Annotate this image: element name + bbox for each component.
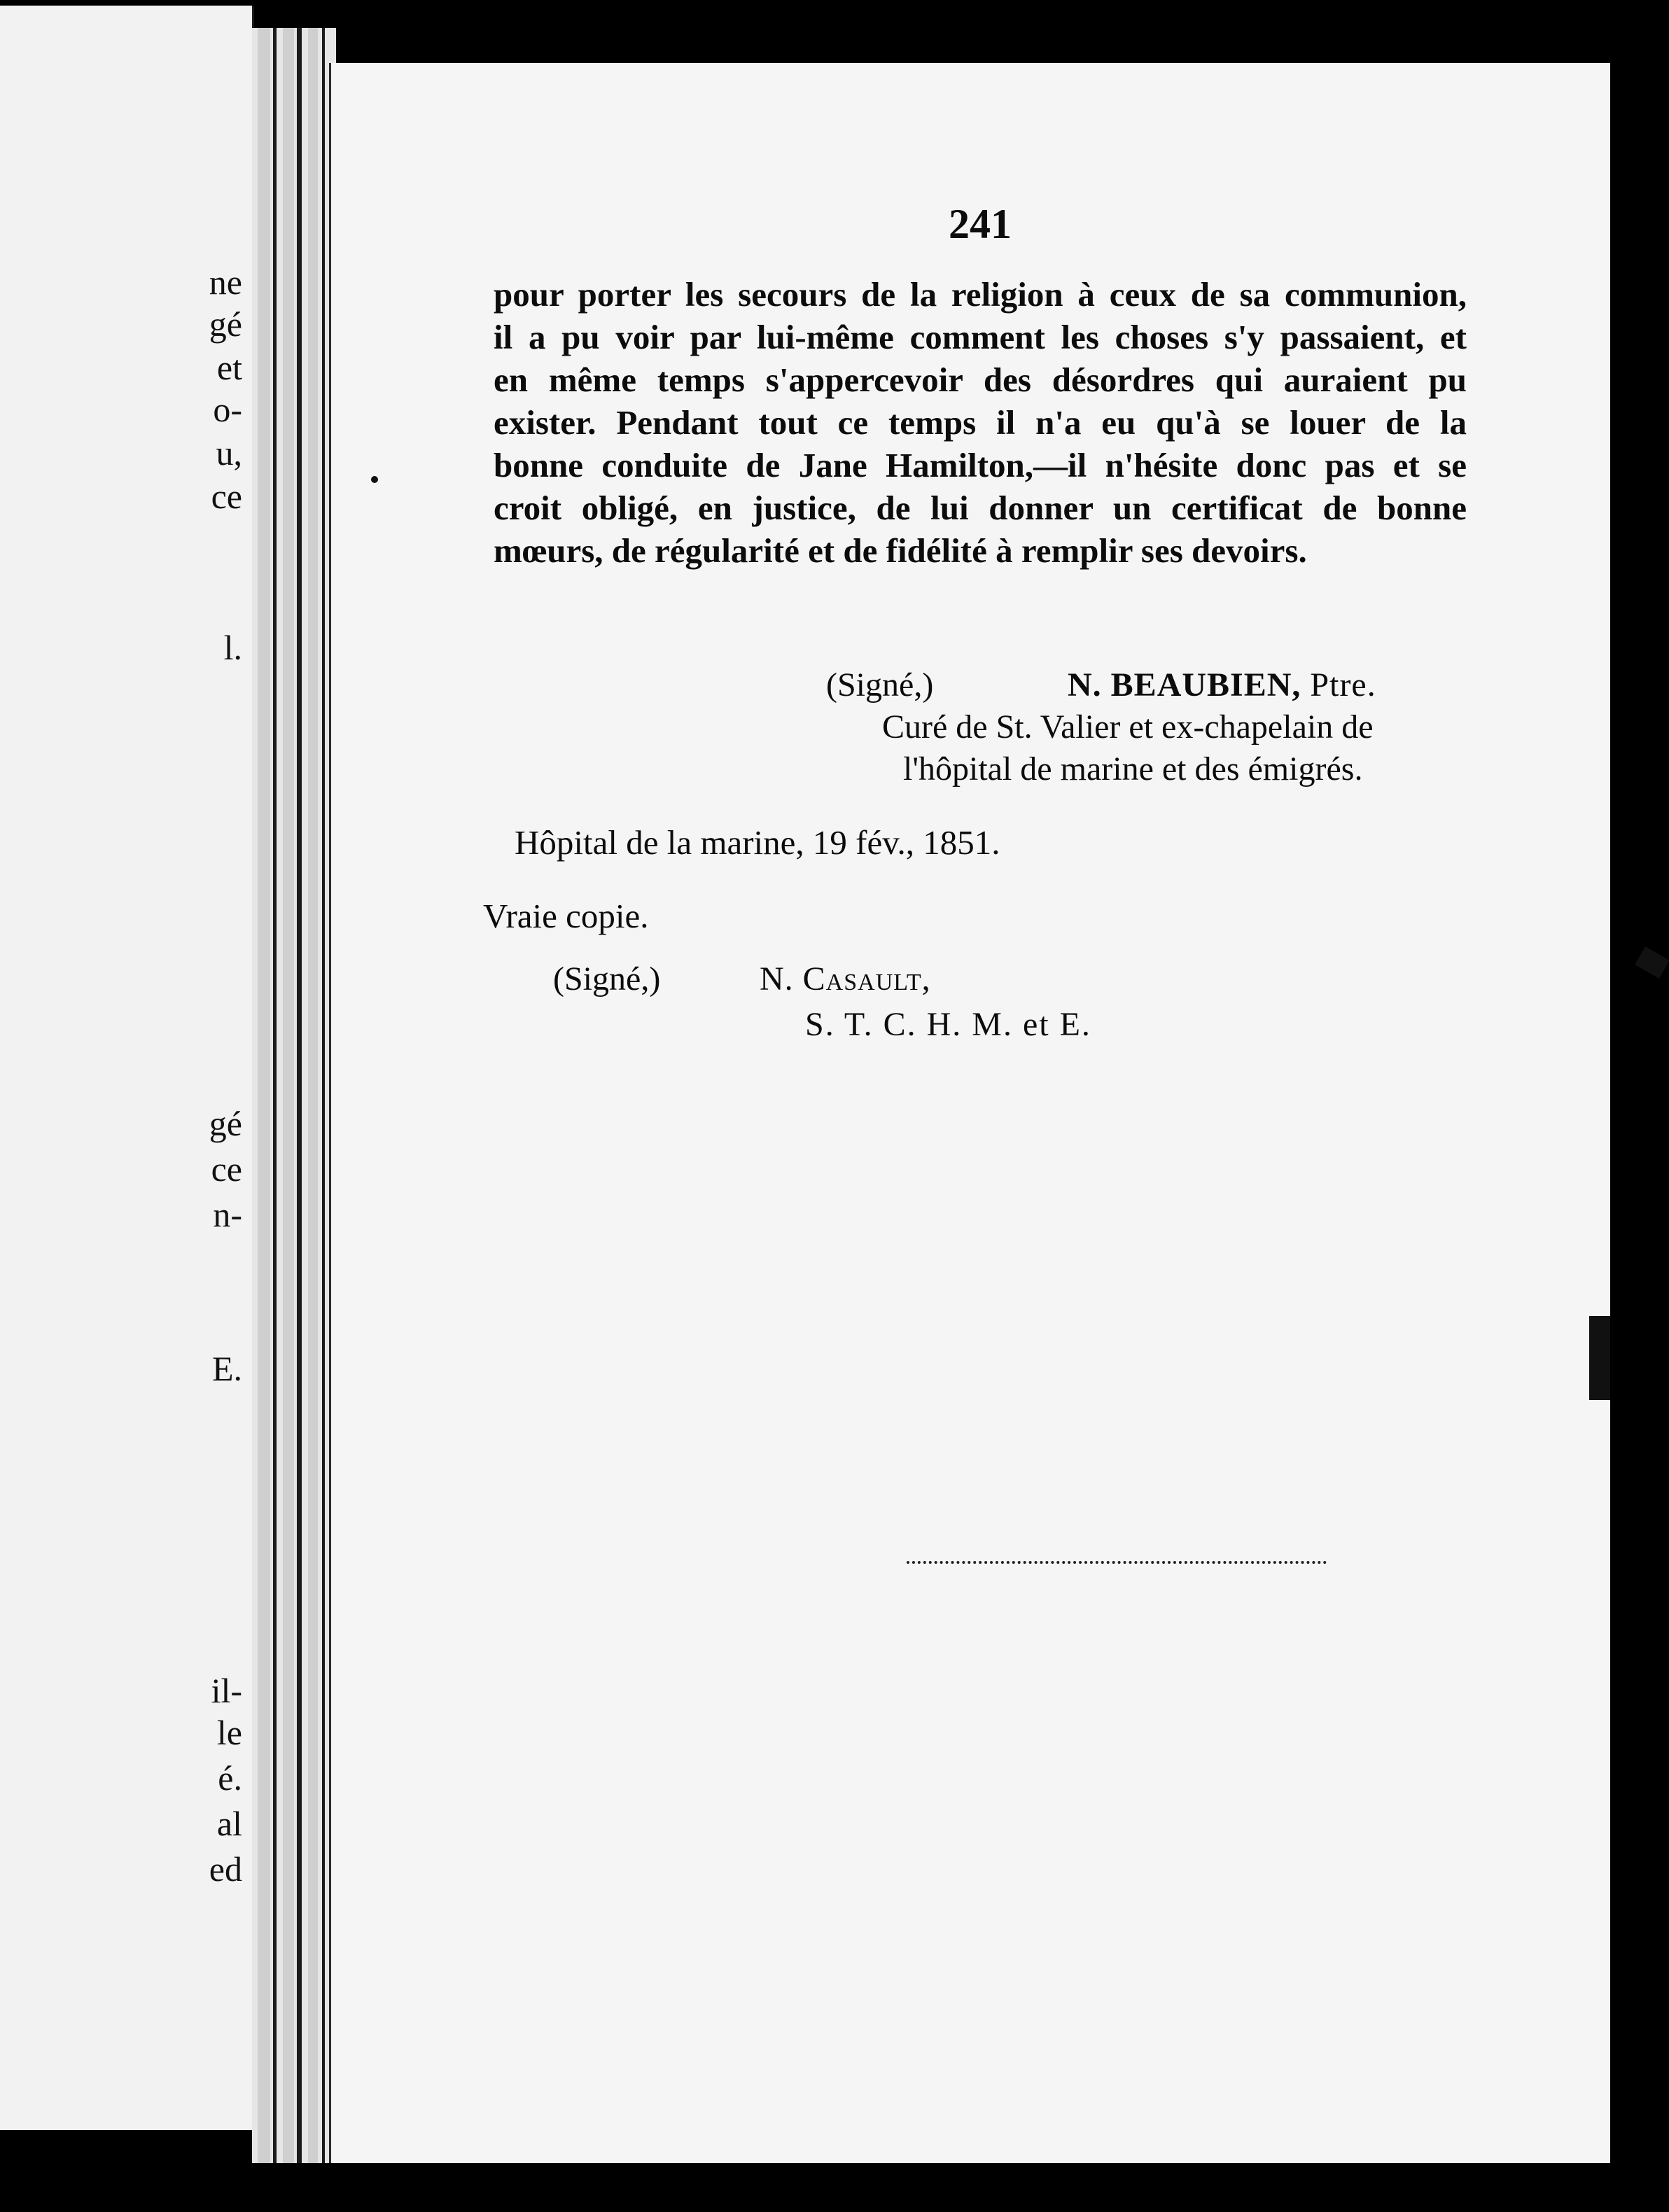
signatory-title: S. T. C. H. M. et E. bbox=[805, 1006, 1091, 1043]
previous-page-fragment: l. bbox=[223, 628, 242, 667]
page-edge-strip bbox=[308, 28, 318, 2163]
signatory-name bbox=[1068, 665, 1376, 706]
previous-page-fragment: é. bbox=[218, 1758, 242, 1798]
signatory-role-line: l'hôpital de marine et des émigrés. bbox=[903, 750, 1363, 788]
page-number: 241 bbox=[949, 201, 1012, 247]
signed-marker: (Signé,) bbox=[826, 666, 934, 704]
page-edge-strip bbox=[283, 28, 294, 2163]
previous-page-fragment: E. bbox=[211, 1349, 242, 1388]
previous-page-fragment: le bbox=[216, 1713, 242, 1752]
previous-page-fragment: gé bbox=[209, 304, 242, 344]
book-gutter bbox=[252, 28, 336, 2163]
previous-page-fragment: al bbox=[216, 1804, 242, 1843]
signed-marker: (Signé,) bbox=[553, 960, 661, 997]
previous-page-fragment: il- bbox=[211, 1671, 242, 1710]
previous-page bbox=[0, 6, 254, 2130]
page-edge-shadow bbox=[1589, 1316, 1610, 1400]
true-copy-note: Vraie copie. bbox=[483, 897, 649, 935]
previous-page-fragment: gé bbox=[209, 1104, 242, 1143]
signatory-name-text: N. BEAUBIEN, bbox=[1068, 666, 1301, 704]
signatory-suffix: Ptre. bbox=[1310, 666, 1376, 704]
scan-speck bbox=[371, 476, 378, 483]
previous-page-fragment: ce bbox=[211, 1149, 242, 1189]
page-edge-line bbox=[322, 28, 325, 2163]
previous-page-fragment: n- bbox=[213, 1195, 242, 1234]
paragraph-line: en même temps s'appercevoir des désordres qui auraient pu bbox=[494, 360, 1467, 399]
previous-page-fragment: u, bbox=[216, 433, 242, 472]
signatory-role-line: Curé de St. Valier et ex-chapelain de bbox=[882, 708, 1374, 746]
previous-page-fragment: ce bbox=[211, 477, 242, 516]
current-page bbox=[329, 63, 1610, 2163]
decorative-rule bbox=[907, 1561, 1327, 1569]
page-edge-line bbox=[273, 28, 277, 2163]
place-date-line: Hôpital de la marine, 19 fév., 1851. bbox=[515, 823, 1000, 862]
paragraph-line: bonne conduite de Jane Hamilton,—il n'hésite donc pas et se bbox=[494, 446, 1467, 484]
previous-page-fragment: ne bbox=[209, 262, 242, 302]
previous-page-fragment: o- bbox=[213, 390, 242, 429]
page-edge-line bbox=[297, 28, 302, 2163]
paragraph-line: croit obligé, en justice, de lui donner un certificat de bonne bbox=[494, 489, 1467, 527]
paragraph-line: pour porter les secours de la religion à ceux de sa communion, bbox=[494, 275, 1467, 314]
body-paragraph bbox=[494, 273, 1467, 572]
page-edge-strip bbox=[258, 28, 270, 2163]
previous-page-fragment: ed bbox=[209, 1849, 242, 1889]
paragraph-line: mœurs, de régularité et de fidélité à remplir ses devoirs. bbox=[494, 531, 1307, 570]
scan-speck bbox=[1635, 946, 1669, 979]
paragraph-line: exister. Pendant tout ce temps il n'a eu qu'à se louer de la bbox=[494, 403, 1467, 442]
signatory-name: N. Casault, bbox=[760, 960, 931, 997]
previous-page-fragment: et bbox=[216, 348, 242, 387]
paragraph-line: il a pu voir par lui-même comment les choses s'y passaient, et bbox=[494, 318, 1467, 356]
